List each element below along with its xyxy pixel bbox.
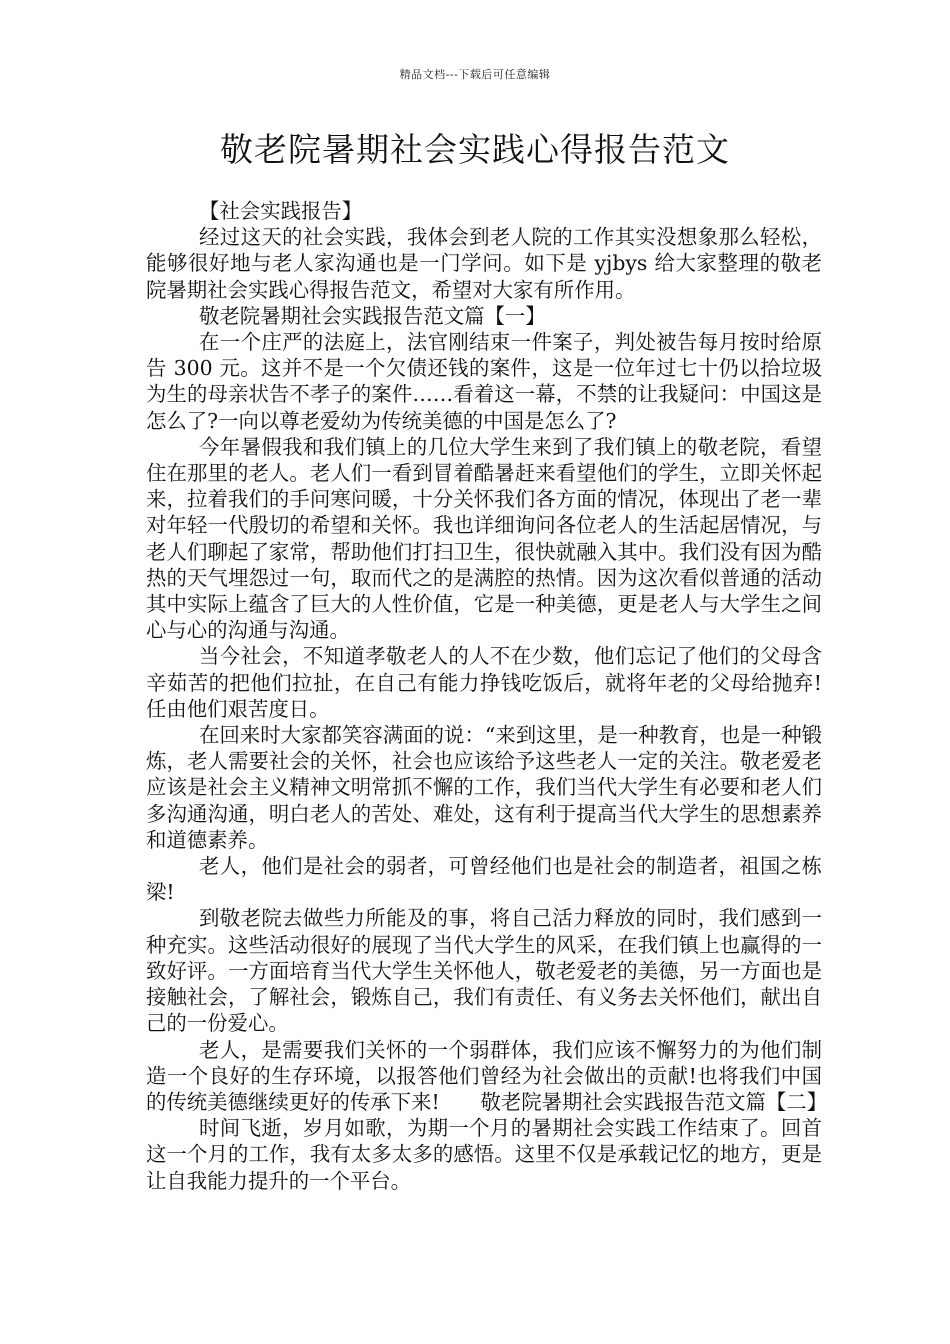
section-heading-1: 敬老院暑期社会实践报告范文篇【一】 xyxy=(199,303,546,328)
paragraph: 时间飞逝，岁月如歌，为期一个月的暑期社会实践工作结束了。回首这一个月的工作，我有太多太多的感悟。这里不仅是承载记忆的地方，更是让自我能力提升的一个平台。 xyxy=(146,1116,822,1193)
paragraph-intro: 经过这天的社会实践，我体会到老人院的工作其实没想象那么轻松，能够很好地与老人家沟通也是一门学问。如下是 yjbys 给大家整理的敬老院暑期社会实践心得报告范文，希望对大家有所作用。 xyxy=(146,225,822,302)
document-title: 敬老院暑期社会实践心得报告范文 xyxy=(220,130,730,169)
paragraph-report-label: 【社会实践报告】 xyxy=(199,199,363,223)
paragraph: 今年暑假我和我们镇上的几位大学生来到了我们镇上的敬老院，看望住在那里的老人。老人们一看到冒着酷暑赶来看望他们的学生，立即关怀起来，拉着我们的手问寒问暖，十分关怀我们各方面的情况，体现出了老一辈对年轻一代殷切的希望和关怀。我也详细询问各位老人的生活起居情况，与老人们聊起了家常，帮助他们打扫卫生，很快就融入其中。我们没有因为酷热的天气埋怨过一句，取而代之的是满腔的热情。因为这次看似普通的活动其中实际上蕴含了巨大的人性价值，它是一种美德，更是老人与大学生之间心与心的沟通与沟通。 xyxy=(146,434,822,643)
document-body xyxy=(146,198,828,1194)
paragraph: 当今社会，不知道孝敬老人的人不在少数，他们忘记了他们的父母含辛茹苦的把他们拉扯，在自己有能力挣钱吃饭后，就将年老的父母给抛弃!任由他们艰苦度日。 xyxy=(146,644,822,721)
page-header-note: 精品文档---下载后可任意编辑 xyxy=(399,68,551,81)
paragraph: 在一个庄严的法庭上，法官刚结束一件案子，判处被告每月按时给原告 300 元。这并不是一个欠债还钱的案件，这是一位年过七十仍以拾垃圾为生的母亲状告不孝子的案件……看着这一幕，不禁的让我疑问：中国这是怎么了?一向以尊老爱幼为传统美德的中国是怎么了? xyxy=(146,330,822,433)
paragraph: 到敬老院去做些力所能及的事，将自己活力释放的同时，我们感到一种充实。这些活动很好的展现了当代大学生的风采，在我们镇上也赢得的一致好评。一方面培育当代大学生关怀他人，敬老爱老的美德，另一方面也是接触社会，了解社会，锻炼自己，我们有责任、有义务去关怀他们，献出自己的一份爱心。 xyxy=(146,906,822,1036)
paragraph: 老人，是需要我们关怀的一个弱群体，我们应该不懈努力的为他们制造一个良好的生存环境，以报答他们曾经为社会做出的贡献!也将我们中国的传统美德继续更好的传承下来! 敬老院暑期社会实践报告范文篇【二】 xyxy=(146,1037,828,1114)
paragraph: 在回来时大家都笑容满面的说：“来到这里，是一种教育，也是一种锻炼，老人需要社会的关怀，社会也应该给予这些老人一定的关注。敬老爱老应该是社会主义精神文明常抓不懈的工作，我们当代大学生有必要和老人们多沟通沟通，明白老人的苦处、难处，这有利于提高当代大学生的思想素养和道德素养。 xyxy=(146,723,822,852)
paragraph: 老人，他们是社会的弱者，可曾经他们也是社会的制造者，祖国之栋梁! xyxy=(146,854,822,905)
